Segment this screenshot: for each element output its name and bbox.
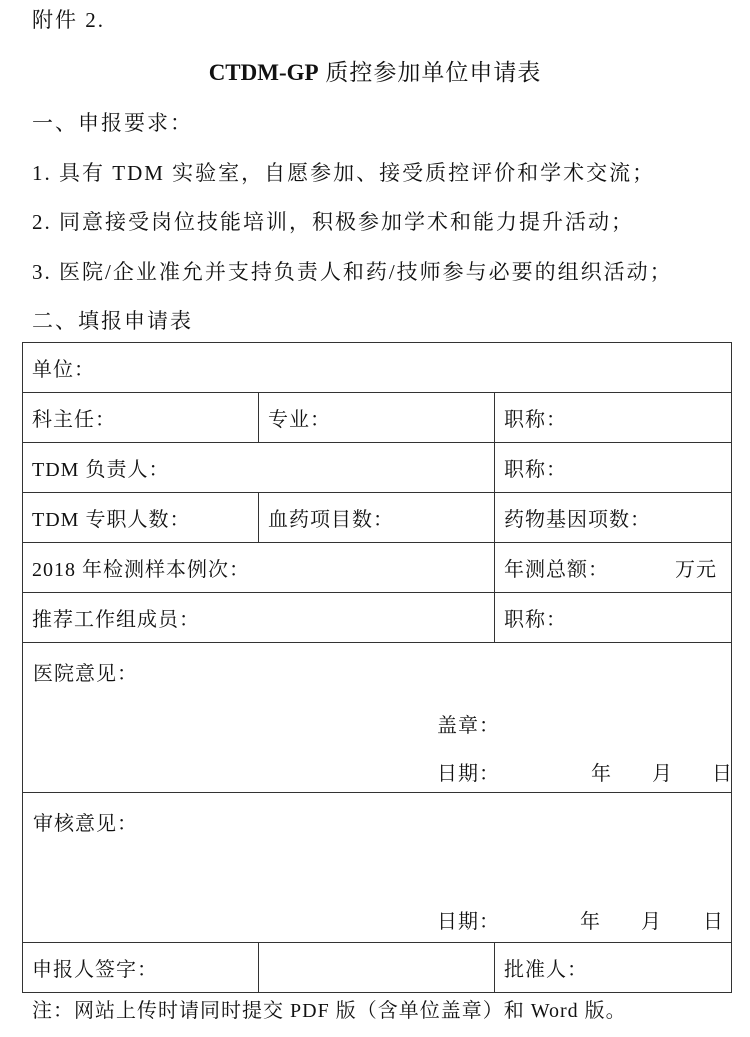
- tdm-lead-title-field[interactable]: 职称：: [495, 443, 732, 493]
- footnote: 注：网站上传时请同时提交 PDF 版（含单位盖章）和 Word 版。: [32, 1000, 627, 1022]
- requirement-item-1: 1. 具有 TDM 实验室，自愿参加、接受质控评价和学术交流；: [32, 161, 656, 185]
- annual-total-field[interactable]: [495, 543, 732, 593]
- month-label: 月: [652, 763, 673, 785]
- section2-heading: 二、填报申请表: [32, 309, 193, 333]
- approver-field[interactable]: 批准人：: [495, 943, 732, 993]
- title-prefix: CTDM-GP: [208, 60, 319, 85]
- date-label: 日期：: [437, 911, 500, 933]
- attachment-label: 附件 2.: [32, 8, 105, 32]
- specialty-field[interactable]: 专业：: [259, 393, 495, 443]
- samples-2018-field[interactable]: 2018 年检测样本例次：: [23, 543, 495, 593]
- month-label: 月: [641, 911, 662, 933]
- application-form-table: [22, 342, 732, 993]
- tdm-staff-count-field[interactable]: TDM 专职人数：: [23, 493, 259, 543]
- year-label: 年: [580, 911, 601, 933]
- review-opinion-label: 审核意见：: [33, 813, 138, 835]
- requirement-item-2: 2. 同意接受岗位技能培训，积极参加学术和能力提升活动；: [32, 210, 634, 234]
- applicant-sign-value[interactable]: [259, 943, 495, 993]
- members-title-field[interactable]: 职称：: [495, 593, 732, 643]
- director-title-field[interactable]: 职称：: [495, 393, 732, 443]
- annual-total-unit: 万元: [675, 559, 718, 581]
- requirement-item-3: 3. 医院/企业准允并支持负责人和药/技师参与必要的组织活动；: [32, 260, 673, 284]
- unit-field[interactable]: 单位：: [23, 343, 732, 393]
- date-label: 日期：: [437, 763, 500, 785]
- blood-drug-count-field[interactable]: 血药项目数：: [259, 493, 495, 543]
- review-opinion-field[interactable]: [23, 793, 732, 943]
- seal-label: 盖章：: [437, 715, 500, 737]
- hospital-opinion-field[interactable]: [23, 643, 732, 793]
- hospital-opinion-label: 医院意见：: [33, 663, 138, 685]
- day-label: 日: [712, 763, 733, 785]
- title-suffix: 质控参加单位申请表: [318, 60, 542, 85]
- applicant-sign-field[interactable]: 申报人签字：: [23, 943, 259, 993]
- annual-total-label: 年测总额：: [504, 559, 609, 581]
- members-field[interactable]: 推荐工作组成员：: [23, 593, 495, 643]
- page-title: [0, 54, 750, 87]
- gene-count-field[interactable]: 药物基因项数：: [495, 493, 732, 543]
- director-field[interactable]: 科主任：: [23, 393, 259, 443]
- tdm-lead-field[interactable]: TDM 负责人：: [23, 443, 495, 493]
- day-label: 日: [703, 911, 724, 933]
- section1-heading: 一、申报要求：: [32, 111, 193, 135]
- year-label: 年: [591, 763, 612, 785]
